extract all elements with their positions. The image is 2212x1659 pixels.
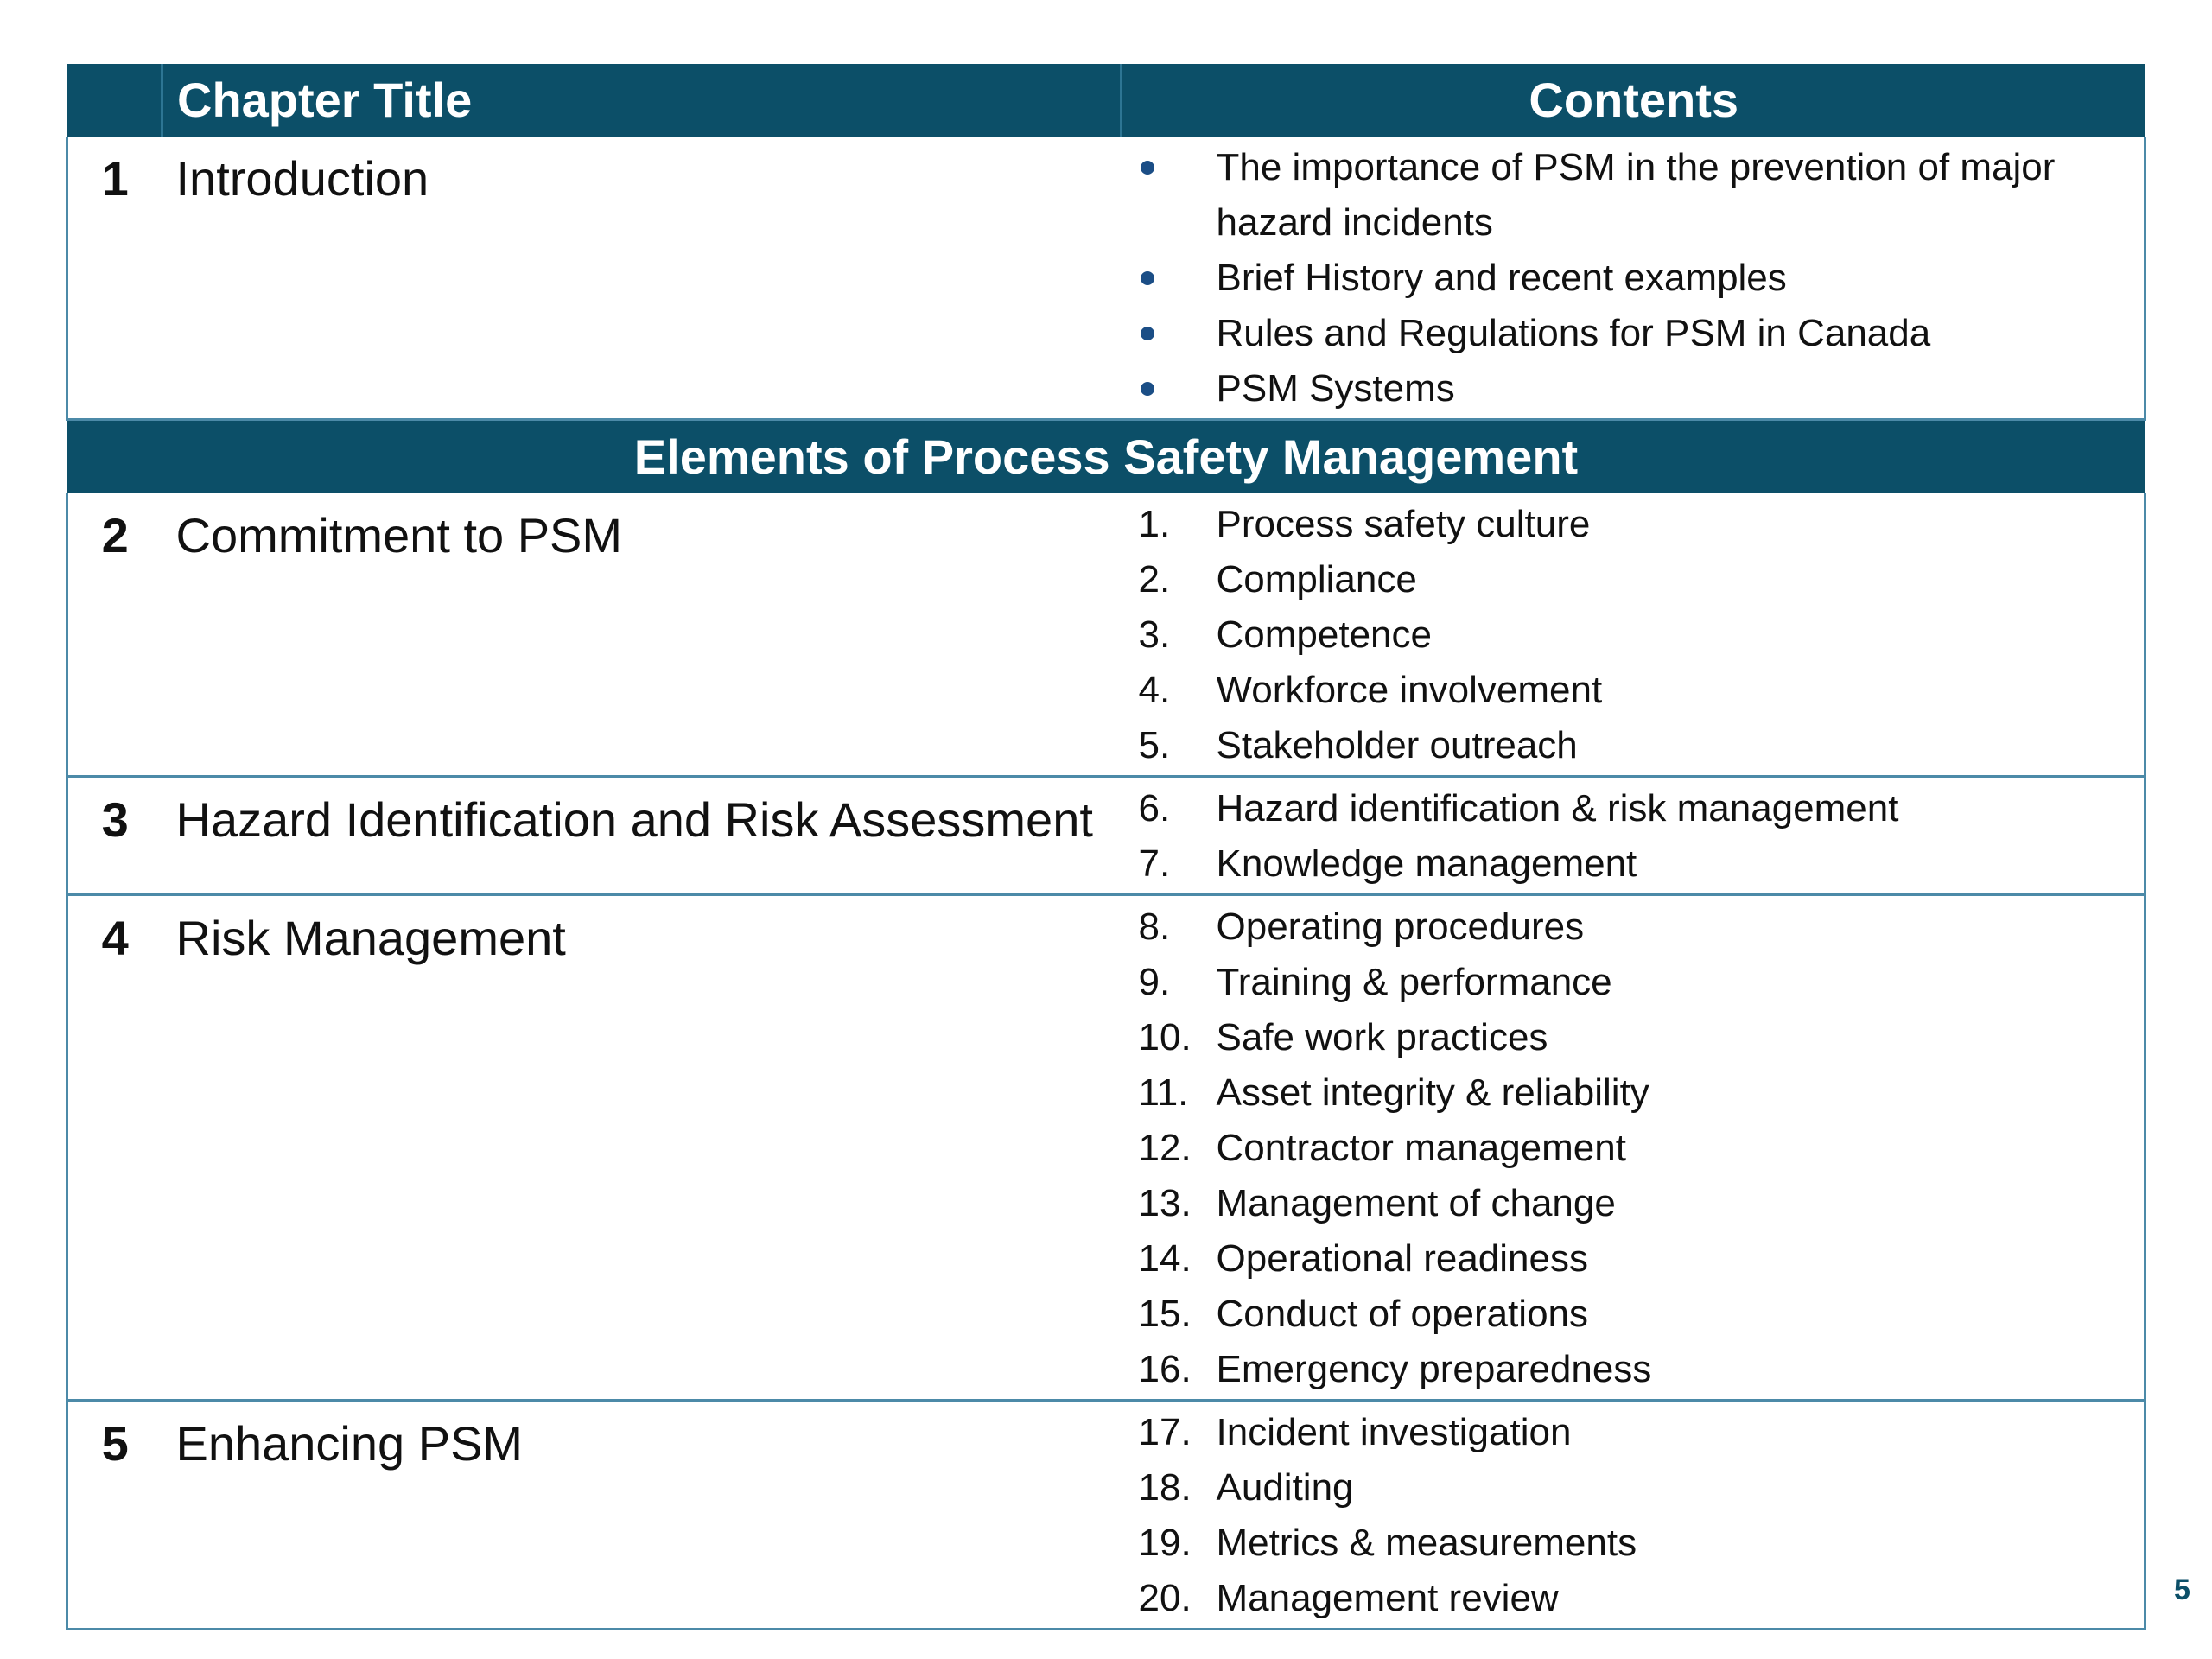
list-item (1122, 718, 2145, 773)
chapter-number: 3 (67, 777, 162, 895)
list-item (1122, 1342, 2145, 1397)
list-item (1122, 663, 2145, 718)
element-number: 11. (1138, 1071, 1189, 1114)
list-item (1122, 1516, 2145, 1571)
list-item-text: Brief History and recent examples (1216, 257, 1787, 299)
element-number: 1. (1138, 503, 1171, 545)
list-item (1122, 607, 2145, 663)
elements-section-heading: Elements of Process Safety Management (67, 420, 2145, 494)
element-number: 15. (1138, 1293, 1192, 1335)
chapter-title: Risk Management (162, 895, 1122, 1401)
element-number: 3. (1138, 613, 1171, 656)
element-number: 10. (1138, 1016, 1192, 1058)
list-item-text: Rules and Regulations for PSM in Canada (1216, 312, 1931, 354)
element-list (1122, 1405, 2145, 1626)
element-number: 4. (1138, 669, 1171, 711)
chapter-contents (1122, 1401, 2145, 1630)
table-header-row (67, 64, 2145, 137)
page-number: 5 (2174, 1573, 2190, 1606)
chapter-row-5 (67, 1401, 2145, 1630)
element-text: Conduct of operations (1216, 1293, 1589, 1335)
element-text: Metrics & measurements (1216, 1522, 1637, 1564)
chapter-title: Hazard Identification and Risk Assessment (162, 777, 1122, 895)
chapter-title: Enhancing PSM (162, 1401, 1122, 1630)
element-text: Safe work practices (1216, 1016, 1548, 1058)
list-item-text: PSM Systems (1216, 367, 1455, 410)
list-item (1122, 497, 2145, 552)
list-item (1122, 899, 2145, 955)
table-of-contents (66, 64, 2146, 1630)
bullet-icon (1141, 161, 1154, 175)
list-item (1122, 1405, 2145, 1460)
list-item (1122, 1065, 2145, 1121)
element-number: 17. (1138, 1411, 1192, 1453)
element-text: Auditing (1216, 1466, 1354, 1509)
chapter-title: Commitment to PSM (162, 493, 1122, 777)
list-item (1122, 1571, 2145, 1626)
chapter-row-4 (67, 895, 2145, 1401)
list-item (1122, 140, 2145, 251)
element-text: Hazard identification & risk management (1216, 787, 1899, 830)
element-number: 12. (1138, 1127, 1192, 1169)
header-contents: Contents (1122, 64, 2145, 137)
chapter-title: Introduction (162, 137, 1122, 420)
list-item (1122, 1460, 2145, 1516)
list-item (1122, 1231, 2145, 1287)
element-text: Operating procedures (1216, 906, 1585, 948)
element-text: Process safety culture (1216, 503, 1591, 545)
chapter-contents (1122, 137, 2145, 420)
header-number-column (67, 64, 162, 137)
chapter-contents (1122, 777, 2145, 895)
element-number: 20. (1138, 1577, 1192, 1619)
element-number: 7. (1138, 842, 1171, 885)
list-item (1122, 306, 2145, 361)
list-item (1122, 1287, 2145, 1342)
intro-bullet-list (1122, 140, 2145, 416)
chapter-row-3 (67, 777, 2145, 895)
list-item (1122, 361, 2145, 416)
element-number: 16. (1138, 1348, 1192, 1390)
list-item (1122, 955, 2145, 1010)
element-text: Knowledge management (1216, 842, 1637, 885)
element-text: Management of change (1216, 1182, 1616, 1224)
element-number: 2. (1138, 558, 1171, 601)
chapter-number: 2 (67, 493, 162, 777)
element-text: Compliance (1216, 558, 1417, 601)
element-text: Emergency preparedness (1216, 1348, 1652, 1390)
element-text: Workforce involvement (1216, 669, 1603, 711)
element-text: Stakeholder outreach (1216, 724, 1578, 766)
bullet-icon (1141, 271, 1154, 285)
element-number: 6. (1138, 787, 1171, 830)
element-text: Operational readiness (1216, 1237, 1588, 1280)
list-item (1122, 251, 2145, 306)
element-list (1122, 899, 2145, 1397)
section-heading-row (67, 420, 2145, 494)
element-number: 19. (1138, 1522, 1192, 1564)
element-text: Competence (1216, 613, 1432, 656)
bullet-icon (1141, 382, 1154, 396)
element-number: 14. (1138, 1237, 1192, 1280)
bullet-icon (1141, 327, 1154, 340)
element-number: 5. (1138, 724, 1171, 766)
element-list (1122, 781, 2145, 892)
element-number: 9. (1138, 961, 1171, 1003)
element-number: 13. (1138, 1182, 1192, 1224)
list-item (1122, 1121, 2145, 1176)
chapter-row-2 (67, 493, 2145, 777)
header-chapter-title: Chapter Title (162, 64, 1122, 137)
list-item (1122, 1010, 2145, 1065)
chapter-contents (1122, 895, 2145, 1401)
element-text: Asset integrity & reliability (1216, 1071, 1649, 1114)
list-item (1122, 552, 2145, 607)
element-text: Contractor management (1216, 1127, 1626, 1169)
chapter-number: 1 (67, 137, 162, 420)
list-item (1122, 836, 2145, 892)
list-item (1122, 1176, 2145, 1231)
element-number: 18. (1138, 1466, 1192, 1509)
list-item-text: The importance of PSM in the prevention of major hazard incidents (1216, 146, 2056, 244)
element-text: Training & performance (1216, 961, 1612, 1003)
chapter-number: 4 (67, 895, 162, 1401)
list-item (1122, 781, 2145, 836)
chapter-contents (1122, 493, 2145, 777)
element-text: Management review (1216, 1577, 1559, 1619)
element-number: 8. (1138, 906, 1171, 948)
chapter-number: 5 (67, 1401, 162, 1630)
element-list (1122, 497, 2145, 773)
chapter-row-introduction (67, 137, 2145, 420)
element-text: Incident investigation (1216, 1411, 1572, 1453)
